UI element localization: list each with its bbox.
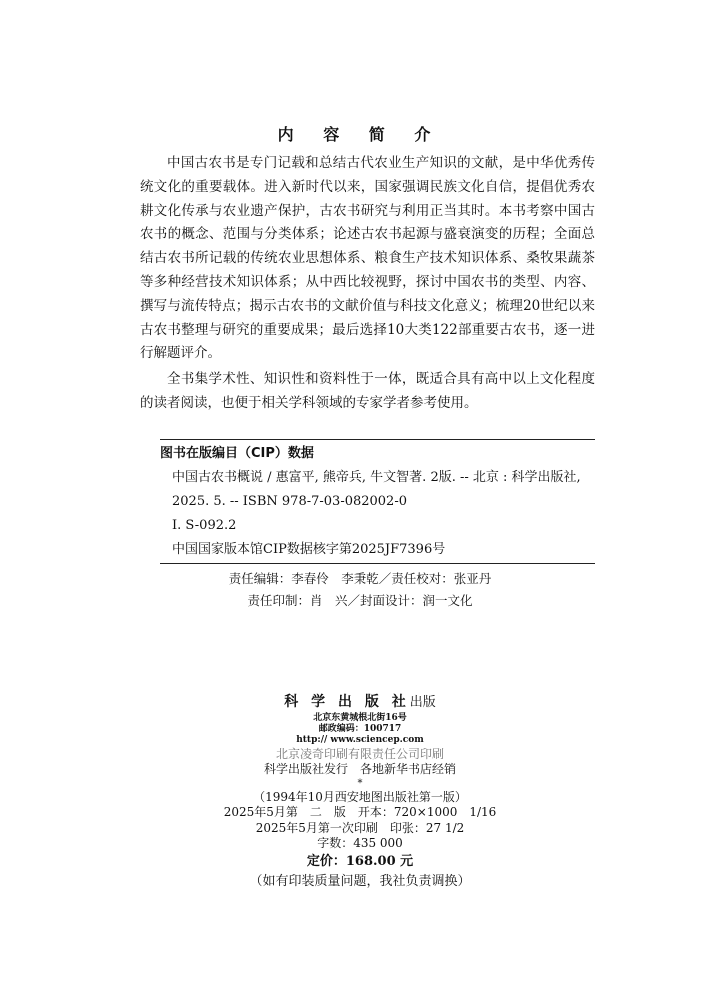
cip-heading: 图书在版编目（CIP）数据	[160, 446, 314, 461]
editors-block	[0, 568, 720, 612]
publisher-address: 北京东黄城根北街16号	[313, 713, 407, 723]
editors-line-1: 责任编辑：李春伶 李秉乾／责任校对：张亚丹	[228, 571, 492, 586]
printing-info: 2025年5月第一次印刷 印张：27 1/2	[255, 820, 465, 835]
publisher-url: http:// www.sciencep.com	[296, 735, 424, 745]
publisher-name-line	[0, 695, 720, 710]
printer: 北京凌奇印刷有限责任公司印刷	[275, 747, 444, 761]
cip-number: 中国国家版本馆CIP数据核字第2025JF7396号	[172, 542, 446, 557]
cip-top-divider	[160, 439, 595, 440]
first-edition: （1994年10月西安地图出版社第一版）	[253, 789, 467, 804]
separator-star: *	[357, 777, 363, 789]
editors-line-2: 责任印制：肖 兴／封面设计：润一文化	[247, 593, 473, 608]
publisher-postcode: 邮政编码：100717	[318, 724, 402, 734]
cip-block	[160, 442, 595, 562]
page-title: 内 容 简 介	[277, 125, 443, 144]
cip-bottom-divider	[160, 563, 595, 564]
summary-paragraph-2: 全书集学术性、知识性和资料性于一体，既适合具有高中以上文化程度的读者阅读，也便于相关学科领域的专家学者参考使用。	[140, 371, 595, 411]
cip-classification: Ⅰ. S-092.2	[172, 518, 237, 533]
quality-notice: （如有印装质量问题，我社负责调换）	[249, 873, 471, 889]
summary-paragraph-1: 中国古农书是专门记载和总结古代农业生产知识的文献，是中华优秀传统文化的重要载体。进入新时代以来，国家强调民族文化自信，提倡优秀农耕文化传承与农业遗产保护，古农书研究与利用正当其时。本书考察中国古农书的概念、范围与分类体系；论述古农书起源与盛衰演变的历程；全面总结古农书所记载的传统农业思想体系、粮食生产技术知识体系、桑牧果蔬茶等多种经营技术知识体系；从中西比较视野，探讨中国农书的类型、内容、撰写与流传特点；揭示古农书的文献价值与科技文化意义；梳理20世纪以来古农书整理与研究的重要成果；最后选择10大类122部重要古农书，逐一进行解题评介。	[140, 155, 595, 362]
cip-record: 中国古农书概说 / 惠富平, 熊帝兵, 牛文智著. 2版. -- 北京 : 科学出版社, 2025. 5. -- ISBN 978-7-03-082002-0	[172, 470, 581, 509]
content-summary	[140, 152, 595, 418]
publisher-name-suffix: 出版	[409, 695, 436, 710]
edition-info: 2025年5月第 二 版 开本：720×1000 1/16	[223, 805, 497, 819]
publisher-block	[0, 695, 720, 892]
distribution: 科学出版社发行 各地新华书店经销	[263, 762, 456, 776]
word-count: 字数：435 000	[317, 836, 403, 850]
price: 定价：168.00 元	[306, 853, 414, 869]
publisher-name: 科 学 出 版 社	[284, 694, 410, 710]
